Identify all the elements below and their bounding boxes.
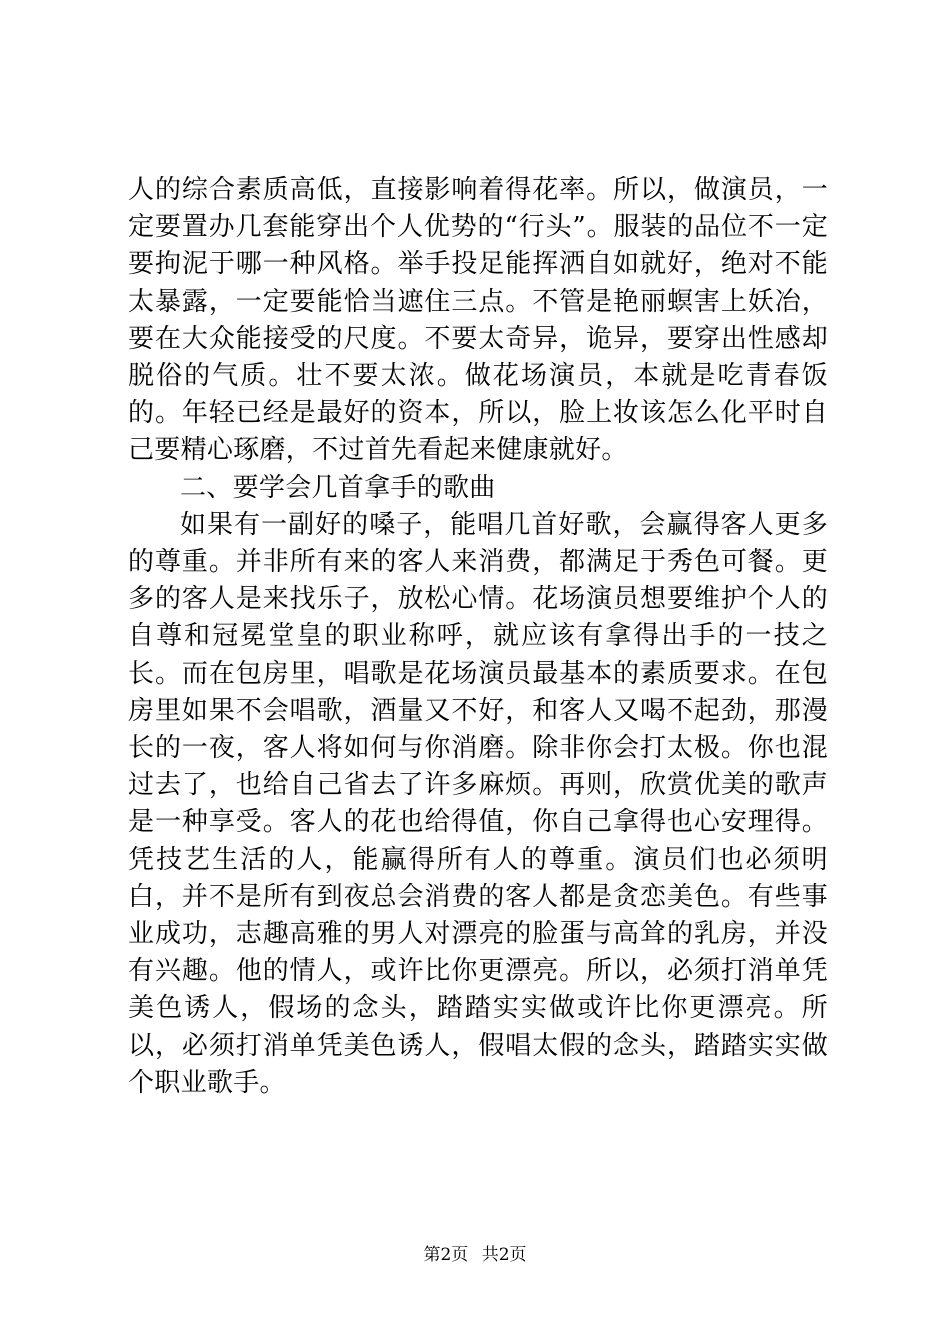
section-heading: 二、要学会几首拿手的歌曲 [180,472,496,503]
paragraph-2: 如果有一副好的嗓子，能唱几首好歌，会赢得客人更多的尊重。并非所有来的客人来消费，都满足于秀色可餐。更多的客人是来找乐子，放松心情。花场演员想要维护个人的自尊和冠冕堂皇的职业称呼，就应该有拿得出手的一技之长。而在包房里，唱歌是花场演员最基本的素质要求。在包房里如果不会唱歌，酒量又不好，和客人又喝不起劲，那漫长的一夜，客人将如何与你消磨。除非你会打太极。你也混过去了，也给自己省去了许多麻烦。再则，欣赏优美的歌声是一种享受。客人的花也给得值，你自己拿得也心安理得。凭技艺生活的人，能赢得所有人的尊重。演员们也必须明白，并不是所有到夜总会消费的客人都是贪恋美色。有些事业成功，志趣高雅的男人对漂亮的脸蛋与高耸的乳房，并没有兴趣。他的情人，或许比你更漂亮。所以，必须打消单凭美色诱人，假场的念头，踏踏实实做或许比你更漂亮。所以，必须打消单凭美色诱人，假唱太假的念头，踏踏实实做个职业歌手。 [128,509,828,1098]
page-footer [0,1243,950,1267]
page-number: 第2页 [423,1245,469,1265]
page-total: 共2页 [481,1245,527,1265]
document-body [128,172,828,1102]
paragraph-1: 人的综合素质高低，直接影响着得花率。所以，做演员，一定要置办几套能穿出个人优势的“行头”。服装的品位不一定要拘泥于哪一种风格。举手投足能挥洒自如就好，绝对不能太暴露，一定要能恰当遮住三点。不管是艳丽螟害上妖冶，要在大众能接受的尺度。不要太奇异，诡异，要穿出性感却脱俗的气质。壮不要太浓。做花场演员，本就是吃青春饭的。年轻已经是最好的资本，所以，脸上妆该怎么化平时自己要精心琢磨，不过首先看起来健康就好。 [128,175,828,466]
